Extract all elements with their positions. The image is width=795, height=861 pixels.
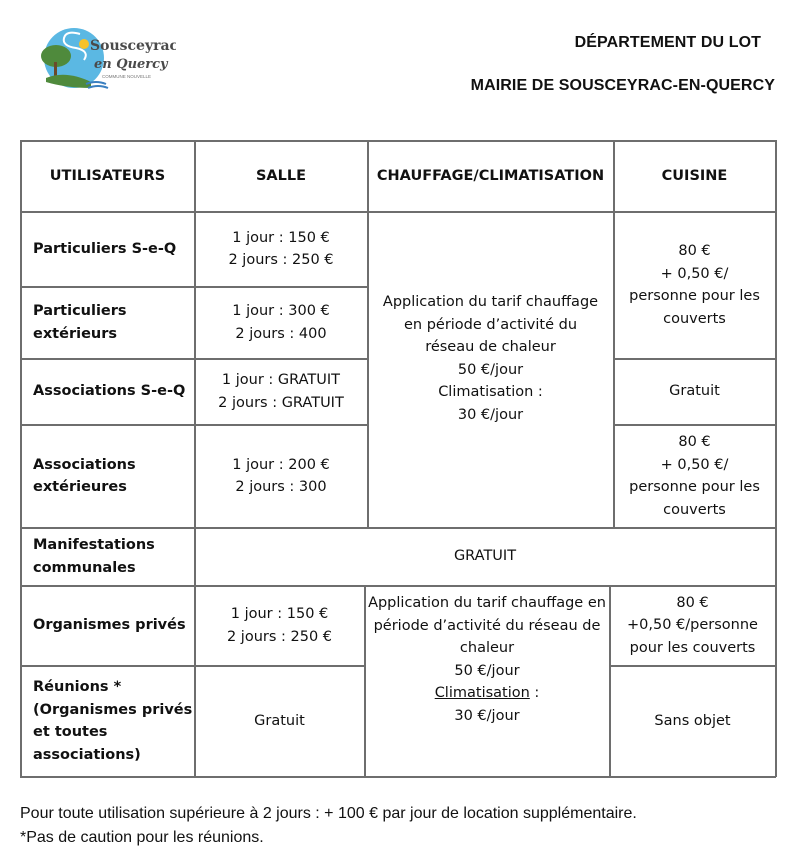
salle-cell	[195, 425, 367, 527]
chauffage-text: Application du tarif chauffage	[382, 294, 599, 310]
user-cell	[21, 425, 194, 527]
mairie-title: MAIRIE DE SOUSCEYRAC-EN-QUERCY	[470, 77, 775, 94]
user-label: Associations	[33, 456, 136, 473]
climatisation-label: Climatisation	[434, 685, 530, 701]
table-border	[775, 140, 777, 777]
user-label: communales	[33, 559, 136, 576]
table-border	[20, 776, 776, 778]
salle-price: 1 jour : 200 €	[232, 456, 330, 473]
user-label: Organismes privés	[33, 617, 186, 634]
climatisation-colon: :	[529, 685, 540, 701]
salle-price: 2 jours : 400	[235, 325, 327, 342]
chauffage-text: réseau de chaleur	[425, 339, 556, 355]
salle-cell	[195, 359, 367, 424]
column-header-utilisateurs	[21, 141, 194, 211]
salle-price: 1 jour : 150 €	[232, 229, 330, 246]
cuisine-cell	[614, 212, 775, 358]
merged-gratuit-cell	[195, 528, 775, 585]
chauffage-cell	[368, 212, 613, 527]
cuisine-cell	[614, 359, 775, 424]
user-label: associations)	[33, 746, 141, 763]
cuisine-text: couverts	[663, 310, 726, 327]
salle-price: 1 jour : 300 €	[232, 303, 330, 319]
salle-price: 1 jour : GRATUIT	[221, 372, 341, 388]
cuisine-text: Gratuit	[669, 383, 720, 400]
column-header-salle	[195, 141, 367, 211]
chauffage-cell	[365, 586, 609, 776]
chauffage-text: période d’activité du réseau de	[373, 617, 601, 634]
chauffage-text: 30 €/jour	[454, 707, 520, 724]
column-header-label: CUISINE	[661, 167, 728, 184]
cuisine-text: +0,50 €/personne	[627, 617, 758, 634]
cuisine-text: 80 €	[676, 594, 709, 611]
user-cell	[21, 287, 194, 358]
user-label: Manifestations	[33, 537, 155, 553]
chauffage-text: 50 €/jour	[454, 662, 520, 679]
logo-name-line2: en Quercy	[94, 57, 168, 72]
user-cell	[21, 528, 194, 585]
footer-note-caution: *Pas de caution pour les réunions.	[20, 829, 264, 846]
salle-price: 2 jours : 250 €	[226, 628, 333, 645]
cuisine-text: pour les couverts	[629, 639, 756, 656]
user-label: et toutes	[33, 724, 108, 740]
salle-price: 2 jours : GRATUIT	[218, 394, 344, 411]
cuisine-text: personne pour les	[629, 288, 760, 304]
user-label: extérieures	[33, 479, 127, 495]
user-label: Particuliers S-e-Q	[33, 240, 177, 257]
cuisine-cell	[614, 425, 775, 527]
chauffage-text: chaleur	[459, 640, 515, 656]
salle-cell	[195, 666, 364, 776]
cuisine-cell	[610, 666, 775, 776]
column-header-label: CHAUFFAGE/CLIMATISATION	[376, 167, 605, 184]
salle-price: 2 jours : 250 €	[228, 252, 334, 268]
column-header-cuisine	[614, 141, 775, 211]
salle-cell	[195, 287, 367, 358]
column-header-label: SALLE	[255, 167, 307, 184]
column-header-label: UTILISATEURS	[49, 167, 166, 184]
salle-price: Gratuit	[254, 712, 305, 729]
user-label: extérieurs	[33, 325, 118, 342]
merged-text: GRATUIT	[453, 548, 517, 565]
chauffage-text: en période d’activité du	[403, 316, 578, 333]
department-title: DÉPARTEMENT DU LOT	[574, 34, 761, 51]
user-label: Réunions *	[33, 679, 122, 695]
user-cell	[21, 359, 194, 424]
cuisine-cell	[610, 586, 775, 665]
cuisine-text: personne pour les	[629, 479, 760, 495]
user-cell	[21, 212, 194, 286]
user-label: Associations S-e-Q	[33, 383, 186, 400]
logo-name-line1: Sousceyrac	[90, 38, 176, 54]
cuisine-text: 80 €	[678, 243, 711, 259]
chauffage-text: 50 €/jour	[457, 361, 524, 378]
chauffage-text: Climatisation :	[438, 384, 543, 400]
chauffage-text	[368, 682, 606, 705]
cuisine-text: + 0,50 €/	[660, 456, 729, 473]
salle-price: 1 jour : 150 €	[230, 606, 329, 622]
chauffage-text: Application du tarif chauffage en	[368, 595, 606, 611]
column-header-chauffage	[368, 141, 613, 211]
user-cell	[21, 666, 194, 776]
user-cell	[21, 586, 194, 665]
salle-cell	[195, 212, 367, 286]
cuisine-text: 80 €	[678, 434, 711, 450]
footer-note-extra-days: Pour toute utilisation supérieure à 2 jours : + 100 € par jour de location supplémentaire.	[20, 805, 637, 822]
cuisine-text: + 0,50 €/	[660, 265, 729, 282]
user-label: (Organismes privés	[33, 701, 193, 718]
user-label: Particuliers	[33, 303, 127, 319]
chauffage-text: 30 €/jour	[457, 406, 524, 423]
logo-tagline: COMMUNE NOUVELLE	[102, 74, 152, 79]
salle-cell	[195, 586, 364, 665]
cuisine-text: couverts	[663, 501, 726, 518]
cuisine-text: Sans objet	[654, 712, 731, 729]
salle-price: 2 jours : 300	[235, 479, 327, 495]
